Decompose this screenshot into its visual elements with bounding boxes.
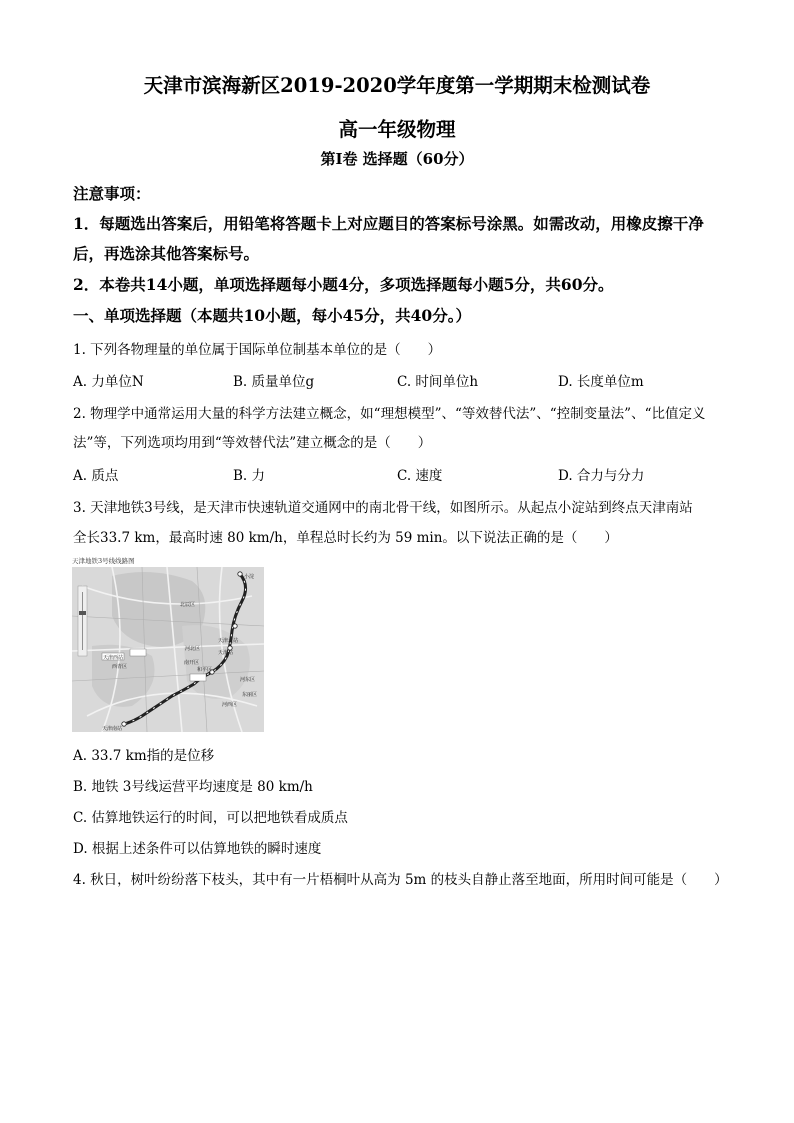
- note-item-2: 2．本卷共14小题，单项选择题每小题4分，多项选择题每小题5分，共60分。: [73, 275, 614, 294]
- question-2-stem-line-1: 2. 物理学中通常运用大量的科学方法建立概念，如“理想模型”、“等效替代法”、“控制变量法”、“比值定义: [73, 406, 706, 422]
- question-3-option-a: A. 33.7 km指的是位移: [73, 748, 215, 764]
- question-2-option-a: A. 质点: [73, 468, 119, 484]
- map-label: 东丽区: [242, 692, 258, 698]
- map-label: 和平区: [197, 667, 213, 673]
- map-label: 河东区: [240, 677, 256, 683]
- map-label: 北辰区: [180, 602, 196, 608]
- question-1-stem: 1. 下列各物理量的单位属于国际单位制基本单位的是（ ）: [73, 342, 442, 358]
- map-label: 河西区: [222, 702, 238, 708]
- part-one-heading: 一、单项选择题（本题共10小题，每小45分，共40分。）: [73, 306, 471, 325]
- map-label: 南开区: [184, 660, 200, 666]
- map-caption: 天津地铁3号线线路图: [72, 557, 135, 565]
- map-label: 河北区: [185, 646, 201, 652]
- question-1-option-b: B. 质量单位g: [233, 374, 315, 390]
- question-2-option-c: C. 速度: [397, 468, 443, 484]
- map-label: 西青区: [112, 664, 128, 670]
- metro-line-3-map: [72, 556, 264, 732]
- question-2-option-b: B. 力: [233, 468, 266, 484]
- map-label: 天津北站: [218, 638, 239, 644]
- question-3-stem-line-1: 3. 天津地铁3号线，是天津市快速轨道交通网中的南北骨干线，如图所示。从起点小淀站到终点天津南站: [73, 500, 693, 516]
- section-heading: 第Ⅰ卷 选择题（60分）: [320, 150, 474, 168]
- question-3-option-b: B. 地铁 3号线运营平均速度是 80 km/h: [73, 779, 313, 795]
- question-2-stem-line-2: 法”等，下列选项均用到“等效替代法”建立概念的是（ ）: [73, 435, 432, 451]
- note-item-1-line-1: 1．每题选出答案后，用铅笔将答题卡上对应题目的答案标号涂黑。如需改动，用橡皮擦干净: [73, 214, 704, 233]
- exam-subtitle: 高一年级物理: [338, 118, 456, 141]
- question-3-option-c: C. 估算地铁运行的时间，可以把地铁看成质点: [73, 810, 348, 826]
- question-4-stem: 4. 秋日，树叶纷纷落下枝头，其中有一片梧桐叶从高为 5m 的枝头自静止落至地面，所用时间可能是（ ）: [73, 872, 728, 888]
- map-label: 天津站: [218, 650, 234, 656]
- notes-heading: 注意事项：: [73, 184, 151, 203]
- map-label: 天津南站: [102, 726, 123, 732]
- note-item-1-line-2: 后，再选涂其他答案标号。: [73, 244, 260, 263]
- question-1-option-d: D. 长度单位m: [558, 374, 644, 390]
- question-3-option-d: D. 根据上述条件可以估算地铁的瞬时速度: [73, 841, 322, 857]
- map-label: 天津西站: [103, 655, 124, 661]
- question-2-option-d: D. 合力与分力: [558, 468, 645, 484]
- exam-title: 天津市滨海新区2019-2020学年度第一学期期末检测试卷: [143, 74, 651, 97]
- question-3-stem-line-2: 全长33.7 km，最高时速 80 km/h，单程总时长约为 59 min。以下说法正确的是（ ）: [73, 530, 618, 546]
- question-1-option-a: A. 力单位N: [73, 374, 144, 390]
- map-graphic: [72, 556, 264, 732]
- question-1-option-c: C. 时间单位h: [397, 374, 479, 390]
- map-label: 小淀: [244, 574, 255, 580]
